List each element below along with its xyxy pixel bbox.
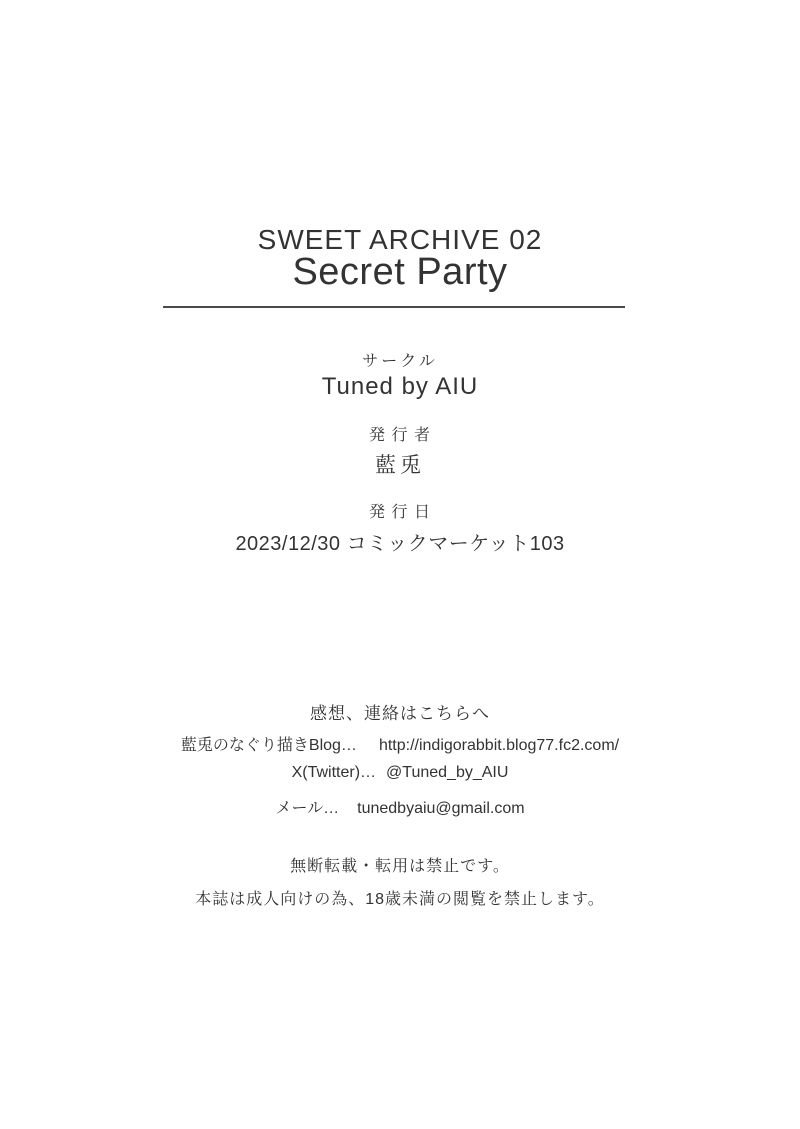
blog-label: 藍兎のなぐり描きBlog… — [180, 737, 357, 754]
circle-label: サークル — [362, 353, 438, 370]
blog-line — [0, 732, 800, 755]
publisher-name: 藍兎 — [375, 454, 425, 477]
title-divider — [163, 306, 625, 308]
series-title: SWEET ARCHIVE 02 — [257, 224, 543, 255]
twitter-label: X(Twitter)… — [291, 764, 377, 781]
notice-adult-only: 本誌は成人向けの為、18歳未満の閲覧を禁止します。 — [195, 891, 605, 908]
twitter-handle: @Tuned_by_AIU — [386, 764, 509, 781]
mail-line — [0, 795, 800, 818]
book-title: Secret Party — [292, 251, 508, 293]
mail-address: tunedbyaiu@gmail.com — [357, 800, 525, 817]
mail-label: メール… — [275, 800, 340, 817]
notice-no-reprint: 無断転載・転用は禁止です。 — [290, 858, 510, 875]
circle-name: Tuned by AIU — [321, 373, 479, 400]
publisher-label: 発 行 者 — [369, 427, 431, 444]
twitter-line — [0, 764, 800, 782]
blog-url: http://indigorabbit.blog77.fc2.com/ — [378, 737, 620, 754]
issue-date-value: 2023/12/30 コミックマーケット103 — [235, 533, 565, 555]
contact-heading: 感想、連絡はこちらへ — [310, 704, 490, 723]
issue-date-label: 発 行 日 — [369, 504, 431, 521]
